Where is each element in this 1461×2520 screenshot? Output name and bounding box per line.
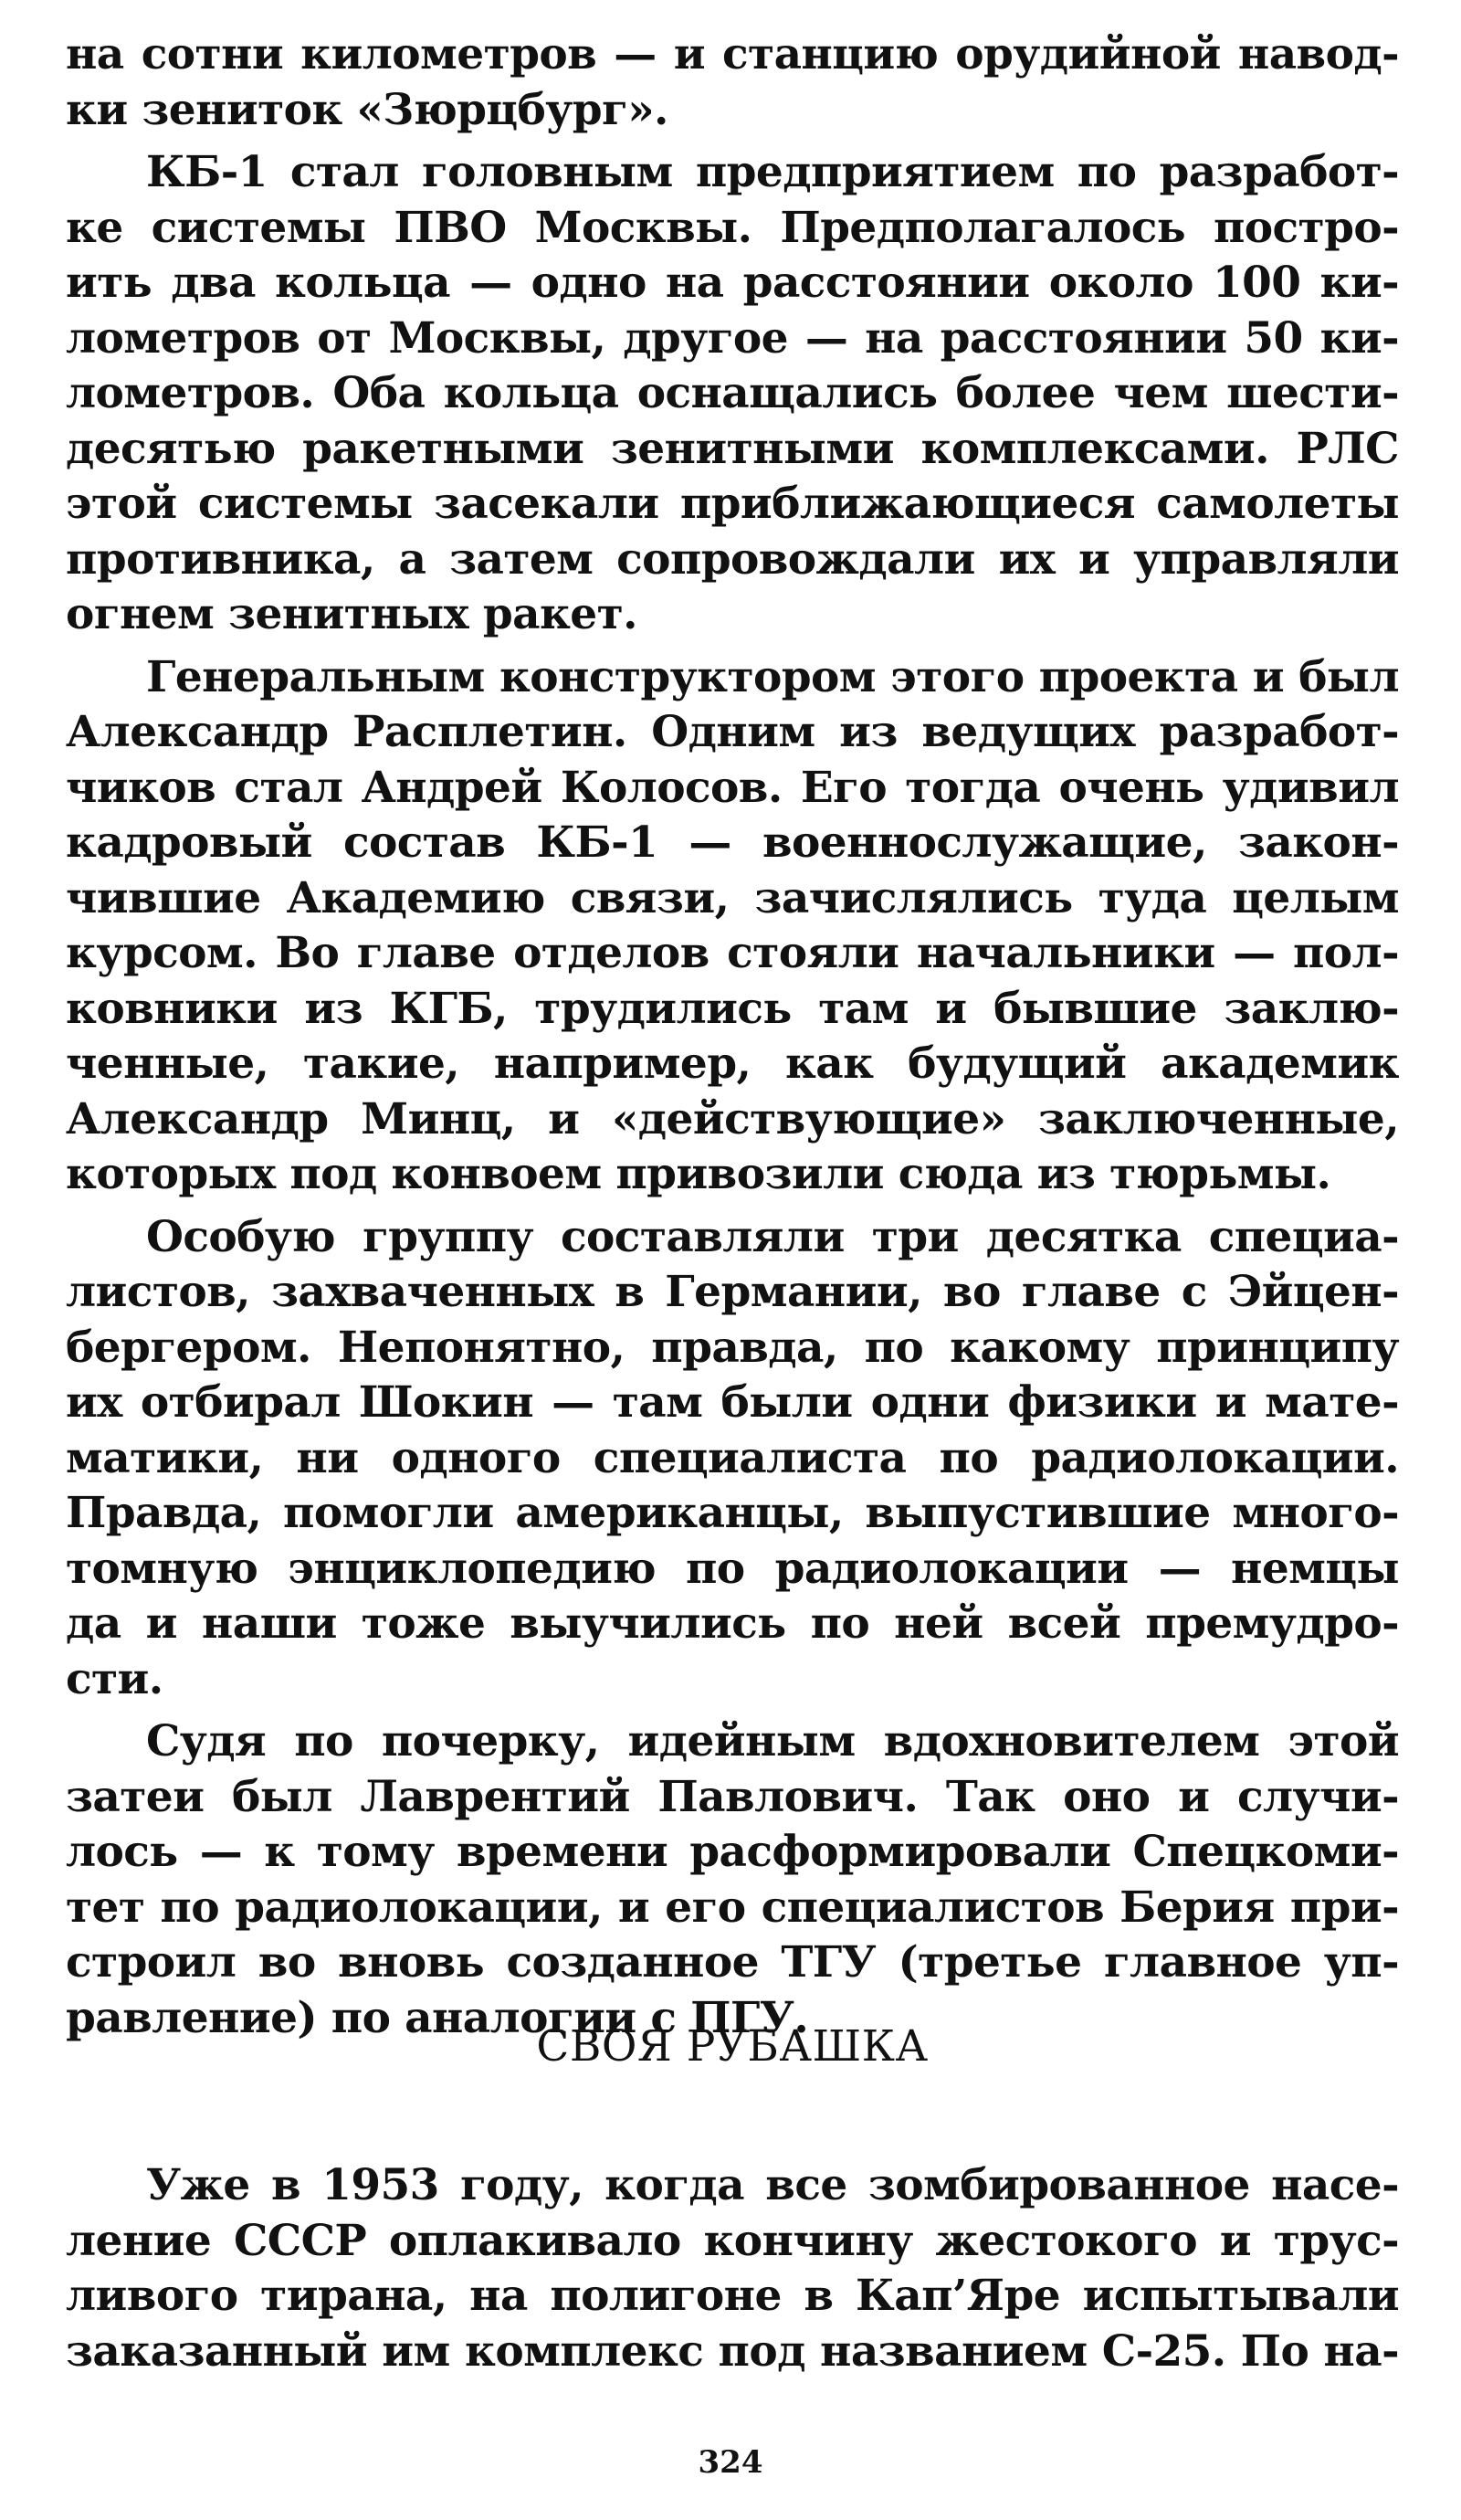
text-line: Александр Расплетин. Одним из ведущих разработ-	[66, 707, 1399, 757]
text-line: томную энциклопедию по радиолокации — немцы	[66, 1543, 1399, 1594]
text-line: Судя по почерку, идейным вдохновителем этой	[146, 1716, 1399, 1766]
paragraph	[66, 145, 1399, 643]
text-line: Александр Минц, и «действующие» заключенные,	[66, 1093, 1399, 1144]
text-line: ке системы ПВО Москвы. Предполагалось постро-	[66, 202, 1399, 253]
text-line: огнем зенитных ракет.	[66, 589, 637, 639]
text-line: ки зениток «Зюрцбург».	[66, 84, 668, 135]
text-line: Правда, помогли американцы, выпустившие много-	[66, 1488, 1399, 1538]
text-line: КБ-1 стал головным предприятием по разработ-	[146, 147, 1399, 197]
text-line: ковники из КГБ, трудились там и бывшие заклю-	[66, 983, 1399, 1034]
text-line: этой системы засекали приближающиеся самолеты	[66, 479, 1399, 529]
text-line: их отбирал Шокин — там были одни физики и мате-	[66, 1377, 1399, 1428]
text-line: десятью ракетными зенитными комплексами. РЛС	[66, 423, 1399, 474]
text-line: лось — к тому времени расформировали Спецкоми-	[66, 1827, 1399, 1877]
text-line: ченные, такие, например, как будущий академик	[66, 1039, 1399, 1089]
text-line: бергером. Непонятно, правда, по какому принципу	[66, 1322, 1399, 1373]
text-line: курсом. Во главе отделов стояли начальники — пол-	[66, 928, 1399, 978]
section-heading: СВОЯ РУБАШКА	[536, 2021, 929, 2072]
text-line: Уже в 1953 году, когда все зомбированное насе-	[146, 2160, 1399, 2210]
text-line: тет по радиолокации, и его специалистов Берия при-	[66, 1882, 1399, 1933]
page-number: 324	[698, 2444, 763, 2481]
text-line: листов, захваченных в Германии, во главе с Эйцен-	[66, 1267, 1399, 1317]
text-line: лометров от Москвы, другое — на расстоянии 50 ки-	[66, 312, 1399, 364]
text-line: заказанный им комплекс под названием С-25. По на-	[66, 2325, 1399, 2377]
text-line: матики, ни одного специалиста по радиолокации.	[66, 1432, 1399, 1483]
paragraph	[66, 2158, 1399, 2379]
text-line: ить два кольца — одно на расстоянии около 100 ки-	[66, 258, 1399, 308]
text-line: строил во вновь созданное ТГУ (третье главное уп-	[66, 1937, 1399, 1988]
text-line: чившие Академию связи, зачислялись туда целым	[66, 872, 1399, 923]
text-line: которых под конвоем привозили сюда из тюрьмы.	[66, 1149, 1331, 1199]
page-body	[66, 27, 1399, 2377]
text-line: на сотни километров — и станцию орудийной навод-	[66, 29, 1399, 79]
text-line: кадровый состав КБ-1 — военнослужащие, закон-	[66, 817, 1399, 868]
paragraph	[66, 1210, 1399, 1708]
text-line: Генеральным конструктором этого проекта и был	[146, 651, 1399, 702]
text-line: да и наши тоже выучились по ней всей премудро-	[66, 1598, 1399, 1649]
text-line: противника, а затем сопровождали их и управляли	[66, 533, 1399, 585]
paragraph	[66, 650, 1399, 1203]
text-line: равление) по аналогии с ПГУ.	[66, 1992, 809, 2043]
text-line: затеи был Лаврентий Павлович. Так оно и случи-	[66, 1771, 1399, 1822]
text-line: сти.	[66, 1653, 163, 1704]
text-line: ление СССР оплакивало кончину жестокого и трус-	[66, 2215, 1399, 2266]
text-line: лометров. Оба кольца оснащались более чем шести-	[66, 368, 1399, 418]
text-line: ливого тирана, на полигоне в Кап’Яре испытывали	[66, 2271, 1399, 2321]
paragraph	[66, 27, 1399, 138]
paragraph	[66, 1714, 1399, 2046]
text-line: Особую группу составляли три десятка специа-	[146, 1211, 1399, 1262]
text-line: чиков стал Андрей Колосов. Его тогда очень удивил	[66, 762, 1399, 813]
